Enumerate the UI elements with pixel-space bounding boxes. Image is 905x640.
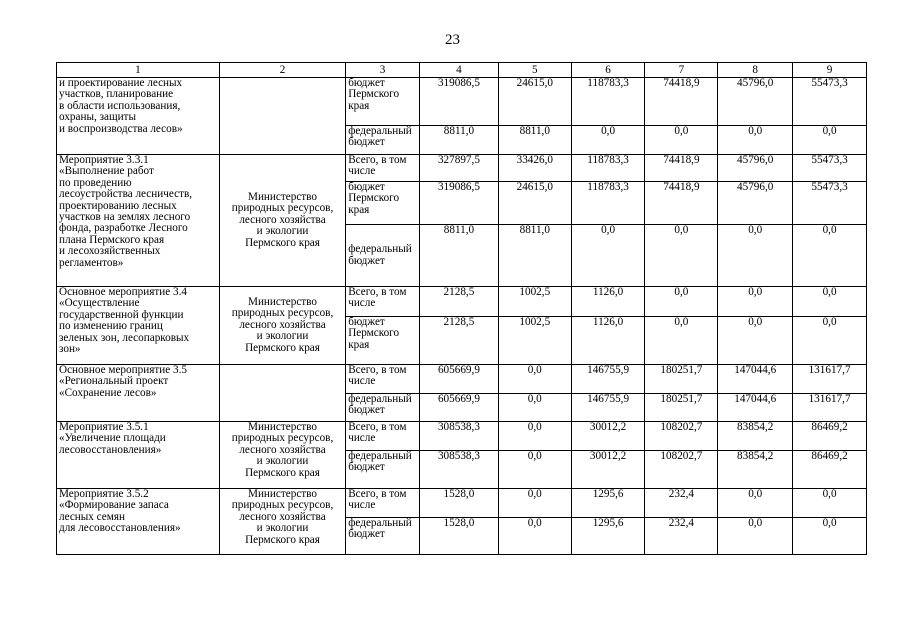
value-cell: 83854,2 xyxy=(718,422,793,451)
funding-source-cell xyxy=(346,365,420,394)
value-cell: 0,0 xyxy=(793,518,867,555)
value-cell: 55473,3 xyxy=(793,182,867,225)
value-cell: 2128,5 xyxy=(420,317,499,365)
header-cell: 8 xyxy=(718,63,793,78)
funding-source-cell xyxy=(346,518,420,555)
table-row xyxy=(57,155,867,182)
funding-source-cell xyxy=(346,489,420,518)
value-cell: 0,0 xyxy=(718,126,793,155)
value-cell: 232,4 xyxy=(645,489,718,518)
measure-name: Основное мероприятие 3.4 «Осуществление государственной функции по изменению границ зеленых зон, лесопарковых зон» xyxy=(59,286,190,356)
executor-name: Министерство природных ресурсов, лесного хозяйства и экологии Пермского края xyxy=(231,295,334,354)
executor-cell xyxy=(219,287,345,365)
value-cell: 0,0 xyxy=(571,126,645,155)
value-cell: 45796,0 xyxy=(718,155,793,182)
value-cell: 1528,0 xyxy=(420,518,499,555)
measure-name: и проектирование лесных участков, планирование в области использования, охраны, защиты и воспроизводства лесов» xyxy=(59,77,183,135)
value-cell: 55473,3 xyxy=(793,78,867,126)
funding-source-cell xyxy=(346,78,420,126)
executor-cell xyxy=(219,365,345,422)
value-cell: 24615,0 xyxy=(498,182,571,225)
funding-source-cell xyxy=(346,225,420,287)
value-cell: 0,0 xyxy=(498,518,571,555)
value-cell: 131617,7 xyxy=(793,394,867,422)
value-cell: 83854,2 xyxy=(718,451,793,489)
value-cell: 0,0 xyxy=(645,317,718,365)
header-cell: 1 xyxy=(57,63,220,78)
value-cell: 232,4 xyxy=(645,518,718,555)
value-cell: 0,0 xyxy=(793,287,867,317)
funding-source: федеральный бюджет xyxy=(348,450,412,474)
executor-name: Министерство природных ресурсов, лесного хозяйства и экологии Пермского края xyxy=(231,190,334,249)
funding-source: федеральный бюджет xyxy=(348,125,412,149)
value-cell: 1126,0 xyxy=(571,287,645,317)
executor-cell xyxy=(219,78,345,155)
value-cell: 308538,3 xyxy=(420,422,499,451)
header-cell: 7 xyxy=(645,63,718,78)
table-row xyxy=(57,365,867,394)
header-cell: 5 xyxy=(498,63,571,78)
value-cell: 327897,5 xyxy=(420,155,499,182)
header-cell: 6 xyxy=(571,63,645,78)
value-cell: 30012,2 xyxy=(571,422,645,451)
value-cell: 319086,5 xyxy=(420,78,499,126)
header-cell: 2 xyxy=(219,63,345,78)
value-cell: 131617,7 xyxy=(793,365,867,394)
value-cell: 108202,7 xyxy=(645,451,718,489)
funding-source: Всего, в том числе xyxy=(348,364,407,388)
executor-name: Министерство природных ресурсов, лесного хозяйства и экологии Пермского края xyxy=(231,488,334,546)
executor-cell xyxy=(219,422,345,489)
value-cell: 605669,9 xyxy=(420,394,499,422)
value-cell: 118783,3 xyxy=(571,182,645,225)
value-cell: 0,0 xyxy=(718,489,793,518)
value-cell: 8811,0 xyxy=(498,126,571,155)
funding-source: бюджет Пермского края xyxy=(348,77,400,112)
measure-name-cell xyxy=(57,422,220,489)
funding-source-cell xyxy=(346,317,420,365)
table-row xyxy=(57,489,867,518)
header-cell: 3 xyxy=(346,63,420,78)
value-cell: 0,0 xyxy=(793,489,867,518)
value-cell: 147044,6 xyxy=(718,365,793,394)
value-cell: 0,0 xyxy=(571,225,645,287)
funding-source: бюджет Пермского края xyxy=(348,181,400,216)
funding-source-cell xyxy=(346,422,420,451)
funding-source: федеральный бюджет xyxy=(348,393,412,417)
value-cell: 8811,0 xyxy=(420,225,499,287)
measure-name: Мероприятие 3.5.1 «Увеличение площади лесовосстановления» xyxy=(59,421,166,456)
value-cell: 2128,5 xyxy=(420,287,499,317)
value-cell: 74418,9 xyxy=(645,155,718,182)
table-row xyxy=(57,78,867,126)
value-cell: 1002,5 xyxy=(498,287,571,317)
value-cell: 0,0 xyxy=(793,126,867,155)
measure-name-cell xyxy=(57,365,220,422)
value-cell: 8811,0 xyxy=(420,126,499,155)
value-cell: 0,0 xyxy=(498,394,571,422)
value-cell: 0,0 xyxy=(498,489,571,518)
value-cell: 0,0 xyxy=(718,225,793,287)
value-cell: 86469,2 xyxy=(793,422,867,451)
value-cell: 0,0 xyxy=(498,365,571,394)
funding-source-cell xyxy=(346,182,420,225)
header-cell: 4 xyxy=(420,63,499,78)
funding-source-cell xyxy=(346,451,420,489)
value-cell: 1295,6 xyxy=(571,489,645,518)
header-cell: 9 xyxy=(793,63,867,78)
measure-name: Основное мероприятие 3.5 «Региональный проект «Сохранение лесов» xyxy=(59,364,187,399)
value-cell: 1002,5 xyxy=(498,317,571,365)
funding-source-cell xyxy=(346,126,420,155)
value-cell: 0,0 xyxy=(718,287,793,317)
value-cell: 0,0 xyxy=(718,317,793,365)
table-row xyxy=(57,287,867,317)
funding-source: федеральный бюджет xyxy=(348,243,412,267)
value-cell: 319086,5 xyxy=(420,182,499,225)
value-cell: 30012,2 xyxy=(571,451,645,489)
measure-name: Мероприятие 3.5.2 «Формирование запаса лесных семян для лесовосстановления» xyxy=(59,488,181,535)
page-number: 23 xyxy=(445,32,460,48)
value-cell: 605669,9 xyxy=(420,365,499,394)
executor-cell xyxy=(219,489,345,555)
value-cell: 1126,0 xyxy=(571,317,645,365)
measure-name-cell xyxy=(57,155,220,287)
measure-name-cell xyxy=(57,287,220,365)
measure-name-cell xyxy=(57,489,220,555)
budget-table xyxy=(56,62,867,555)
value-cell: 1295,6 xyxy=(571,518,645,555)
funding-source: Всего, в том числе xyxy=(348,286,407,310)
measure-name-cell xyxy=(57,78,220,155)
value-cell: 147044,6 xyxy=(718,394,793,422)
value-cell: 308538,3 xyxy=(420,451,499,489)
value-cell: 108202,7 xyxy=(645,422,718,451)
value-cell: 1528,0 xyxy=(420,489,499,518)
value-cell: 0,0 xyxy=(498,451,571,489)
measure-name: Мероприятие 3.3.1 «Выполнение работ по проведению лесоустройства лесничеств, проектированию лесных участков на землях лесного фонда, разработке Лесного плана Пермского края и лесохозяйственных регламентов» xyxy=(59,154,193,269)
table-row xyxy=(57,422,867,451)
value-cell: 118783,3 xyxy=(571,155,645,182)
funding-source-cell xyxy=(346,287,420,317)
value-cell: 0,0 xyxy=(645,126,718,155)
value-cell: 0,0 xyxy=(645,287,718,317)
funding-source: Всего, в том числе xyxy=(348,488,407,512)
funding-source: Всего, в том числе xyxy=(348,154,407,178)
value-cell: 0,0 xyxy=(793,317,867,365)
value-cell: 33426,0 xyxy=(498,155,571,182)
funding-source: федеральный бюджет xyxy=(348,517,412,541)
value-cell: 8811,0 xyxy=(498,225,571,287)
value-cell: 74418,9 xyxy=(645,78,718,126)
value-cell: 146755,9 xyxy=(571,394,645,422)
funding-source-cell xyxy=(346,155,420,182)
funding-source-cell xyxy=(346,394,420,422)
value-cell: 45796,0 xyxy=(718,182,793,225)
value-cell: 0,0 xyxy=(793,225,867,287)
funding-source: бюджет Пермского края xyxy=(348,316,400,351)
value-cell: 86469,2 xyxy=(793,451,867,489)
value-cell: 0,0 xyxy=(498,422,571,451)
value-cell: 0,0 xyxy=(718,518,793,555)
value-cell: 55473,3 xyxy=(793,155,867,182)
value-cell: 180251,7 xyxy=(645,365,718,394)
value-cell: 0,0 xyxy=(645,225,718,287)
value-cell: 24615,0 xyxy=(498,78,571,126)
executor-cell xyxy=(219,155,345,287)
value-cell: 45796,0 xyxy=(718,78,793,126)
value-cell: 146755,9 xyxy=(571,365,645,394)
executor-name: Министерство природных ресурсов, лесного хозяйства и экологии Пермского края xyxy=(231,421,334,479)
header-row xyxy=(57,63,867,78)
value-cell: 180251,7 xyxy=(645,394,718,422)
funding-source: Всего, в том числе xyxy=(348,421,407,445)
value-cell: 74418,9 xyxy=(645,182,718,225)
value-cell: 118783,3 xyxy=(571,78,645,126)
